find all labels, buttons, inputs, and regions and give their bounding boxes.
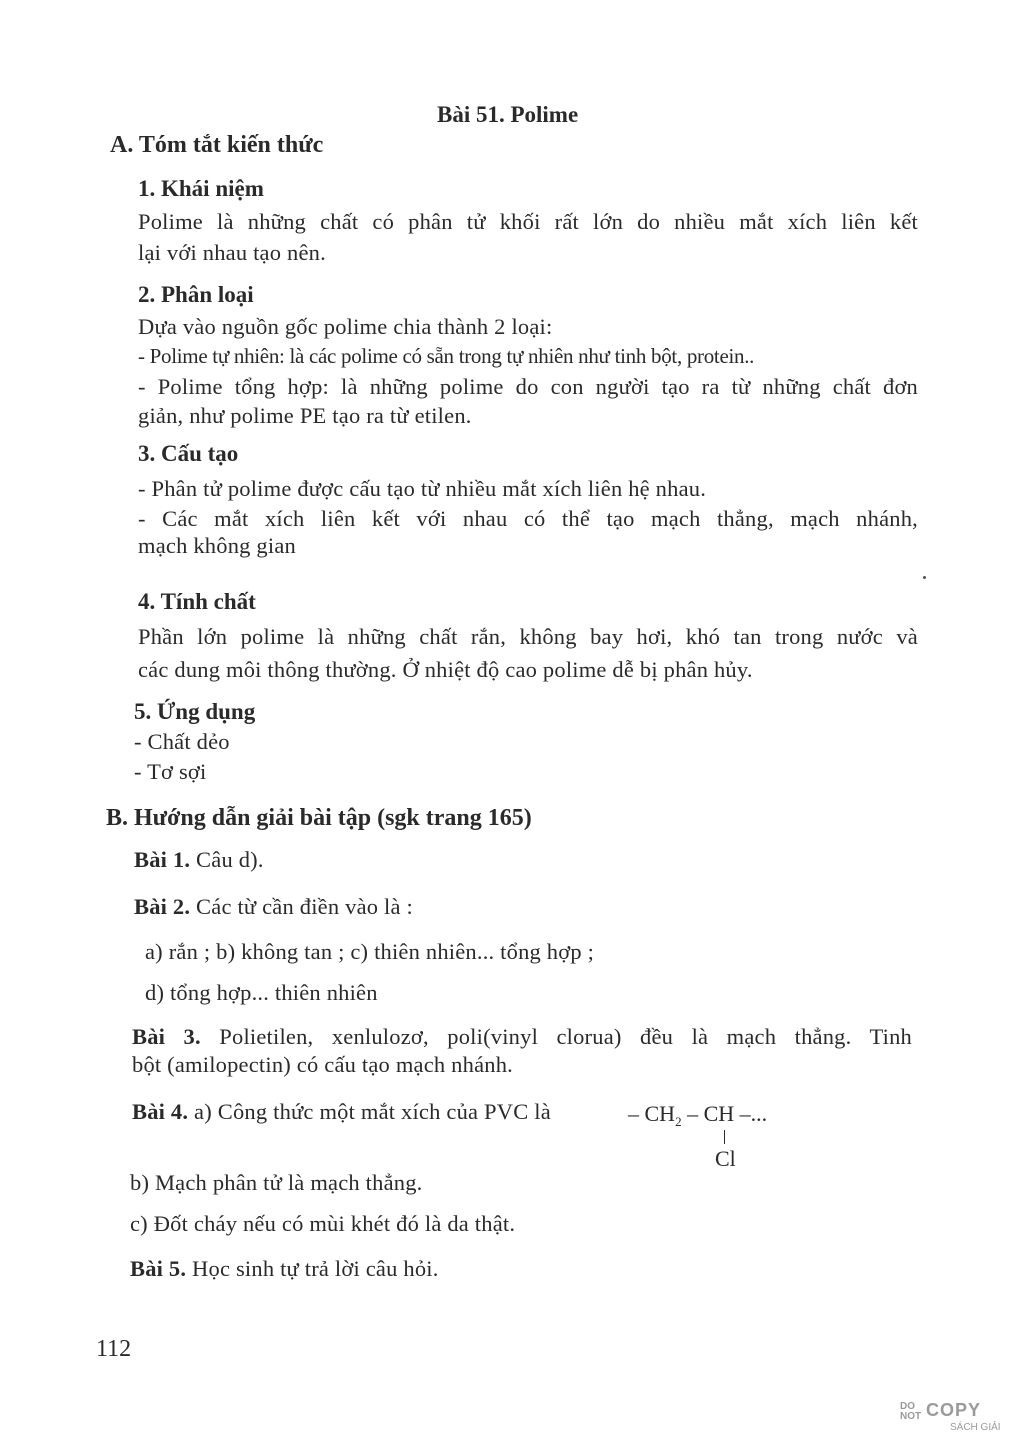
- exercise-5-label: Bài 5.: [130, 1256, 187, 1281]
- s2-heading: 2. Phân loại: [138, 282, 254, 307]
- exercise-4-text: a) Công thức một mắt xích của PVC là: [194, 1099, 551, 1124]
- formula-cl: Cl: [715, 1146, 736, 1171]
- formula-part-b: – CH –...: [681, 1101, 768, 1126]
- exercise-3-line2: bột (amilopectin) có cấu tạo mạch nhánh.: [132, 1052, 513, 1077]
- exercise-2-line-b: d) tổng hợp... thiên nhiên: [145, 980, 378, 1005]
- s3-heading: 3. Cấu tạo: [138, 441, 239, 466]
- s2-line2: - Polime tự nhiên: là các polime có sẵn trong tự nhiên như tinh bột, protein..: [138, 344, 755, 368]
- scan-speck: [923, 576, 926, 579]
- section-a-heading: A. Tóm tắt kiến thức: [110, 132, 324, 158]
- s5-line2: - Tơ sợi: [134, 759, 207, 784]
- exercise-1-text: Câu d).: [196, 847, 264, 872]
- page-number: 112: [96, 1336, 132, 1362]
- exercise-4-line-c: c) Đốt cháy nếu có mùi khét đó là da thật.: [130, 1211, 516, 1236]
- lesson-title: Bài 51. Polime: [437, 102, 579, 127]
- s3-line1: - Phân tử polime được cấu tạo từ nhiều mắt xích liên hệ nhau.: [138, 476, 707, 501]
- s1-heading: 1. Khái niệm: [138, 176, 264, 201]
- exercise-3-label: Bài 3.: [132, 1024, 201, 1049]
- watermark-logo: [900, 1400, 1010, 1436]
- s2-line3: - Polime tổng hợp: là những polime do con người tạo ra từ những chất đơn: [138, 374, 918, 399]
- s5-line1: - Chất dẻo: [134, 729, 230, 754]
- formula-subscript: 2: [675, 1114, 682, 1129]
- section-b-heading: B. Hướng dẫn giải bài tập (sgk trang 165): [106, 805, 532, 831]
- s3-line3: mạch không gian: [138, 533, 296, 558]
- s4-line2: các dung môi thông thường. Ở nhiệt độ cao polime dễ bị phân hủy.: [138, 657, 753, 682]
- s1-line2: lại với nhau tạo nên.: [138, 240, 326, 265]
- watermark-copy: COPY: [926, 1400, 982, 1420]
- exercise-2-line-a: a) rắn ; b) không tan ; c) thiên nhiên... tổng hợp ;: [145, 939, 595, 964]
- exercise-1-label: Bài 1.: [134, 847, 191, 872]
- watermark-do: DO NOT: [900, 1401, 922, 1422]
- exercise-1: [134, 847, 264, 873]
- s1-line1: Polime là những chất có phân tử khối rất lớn do nhiều mắt xích liên kết: [138, 209, 918, 234]
- exercise-2-label: Bài 2.: [134, 894, 191, 919]
- exercise-3: [132, 1024, 912, 1050]
- exercise-5: [130, 1256, 439, 1282]
- watermark-site: SÁCH GIẢI: [950, 1422, 1001, 1433]
- exercise-2-text: Các từ cần điền vào là :: [196, 894, 413, 919]
- exercise-3-line1: Polietilen, xenlulozơ, poli(vinyl clorua) đều là mạch thẳng. Tinh: [219, 1024, 912, 1049]
- s5-heading: 5. Ứng dụng: [134, 699, 256, 724]
- s2-line4: giản, như polime PE tạo ra từ etilen.: [138, 403, 472, 428]
- exercise-4: [132, 1099, 551, 1125]
- exercise-5-text: Học sinh tự trả lời câu hỏi.: [192, 1256, 439, 1281]
- s4-line1: Phần lớn polime là những chất rắn, không bay hơi, khó tan trong nước và: [138, 624, 918, 649]
- exercise-4-label: Bài 4.: [132, 1099, 189, 1124]
- s4-heading: 4. Tính chất: [138, 589, 256, 614]
- formula-part-a: – CH: [628, 1101, 676, 1126]
- s2-line1: Dựa vào nguồn gốc polime chia thành 2 loại:: [138, 314, 553, 339]
- pvc-formula: [628, 1101, 767, 1130]
- exercise-4-line-b: b) Mạch phân tử là mạch thẳng.: [130, 1170, 423, 1195]
- formula-bond-line: [724, 1130, 725, 1144]
- exercise-2: [134, 894, 413, 920]
- s3-line2: - Các mắt xích liên kết với nhau có thể tạo mạch thẳng, mạch nhánh,: [138, 506, 918, 531]
